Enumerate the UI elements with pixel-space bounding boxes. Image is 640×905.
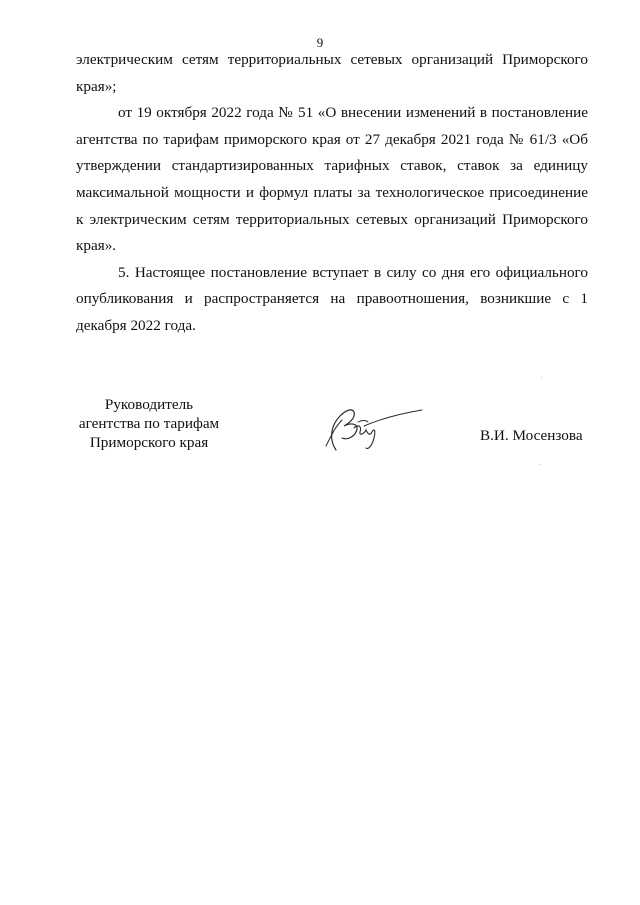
paragraph-continuation: электрическим сетям территориальных сетевых организаций Приморского края»; [76,51,588,95]
document-body [76,47,588,340]
signatory-title [64,395,234,452]
page-number: 9 [316,35,324,50]
signatory-title-line: агентства по тарифам [78,415,220,432]
signatory-title-line: Руководитель [104,396,194,413]
paragraph-amendment: от 19 октября 2022 года № 51 «О внесении изменений в постановление агентства по тарифам приморского края от 27 декабря 2021 года № 61/3 «Об утверждении стандартизированных тарифных ставок, ставок за единицу максимальной мощности и формул платы за технологическое присоединение к электрическим сетям территориальных сетевых организаций Приморского края». [76,104,588,255]
scan-speck [541,377,542,378]
scan-speck [540,464,541,465]
signatory-name: В.И. Мосензова [480,427,583,444]
handwritten-signature [318,398,428,458]
paragraph-effective-date: 5. Настоящее постановление вступает в силу со дня его официального опубликования и распространяется на правоотношения, возникшие с 1 декабря 2022 года. [76,263,588,334]
signatory-title-line: Приморского края [89,434,209,451]
